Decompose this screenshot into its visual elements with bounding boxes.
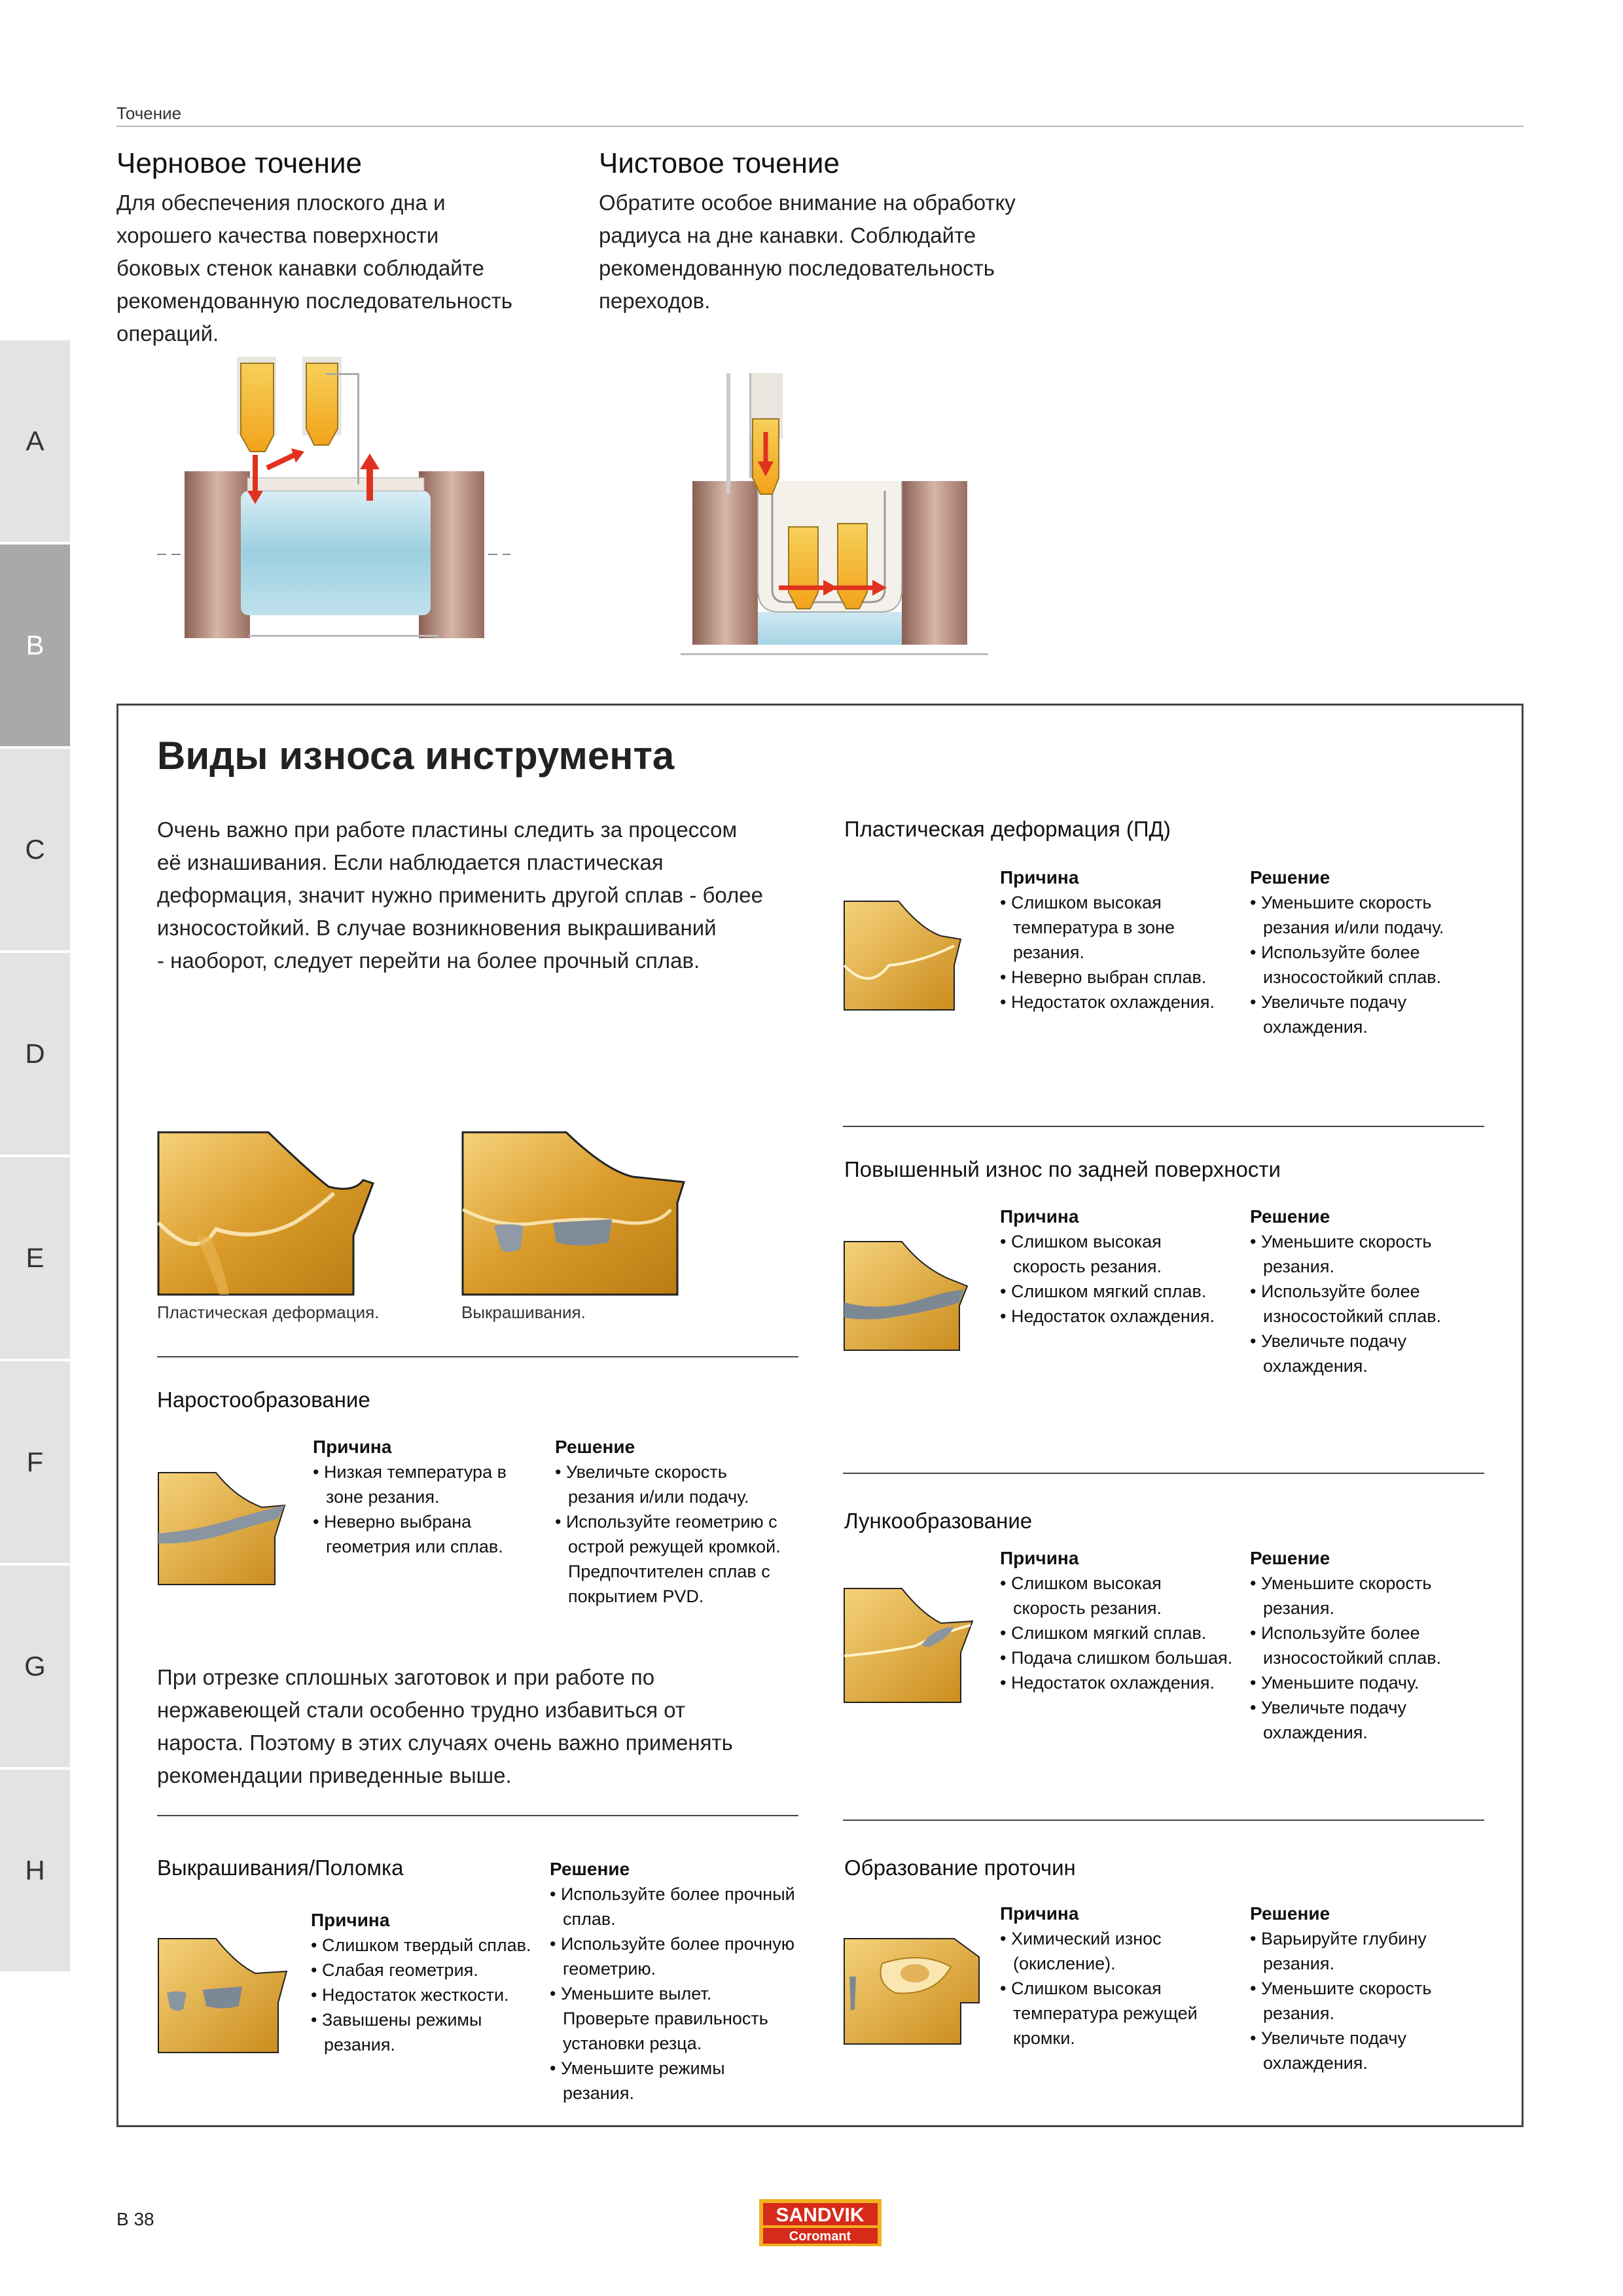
crater-image — [843, 1587, 974, 1704]
flank-solution-label: Решение — [1250, 1206, 1330, 1227]
text-line: операций. — [116, 321, 219, 346]
tab-h[interactable]: H — [0, 1770, 70, 1971]
pd-cause-list — [1000, 890, 1236, 1014]
breakage-title: Выкрашивания/Поломка — [157, 1856, 404, 1880]
list-item: • Уменьшите скорость резания. — [1250, 1571, 1499, 1621]
bue-note — [157, 1661, 812, 1792]
rough-turning-illustration — [157, 357, 524, 664]
list-item: • Слишком высокая температура режущей кромки. — [1000, 1976, 1236, 2051]
bue-solution-label: Решение — [555, 1437, 635, 1457]
list-item: • Слишком высокая температура в зоне резания. — [1000, 890, 1236, 965]
list-item: • Недостаток охлаждения. — [1000, 990, 1236, 1014]
pd-image — [843, 900, 974, 1011]
list-item: • Недостаток жесткости. — [311, 1982, 533, 2007]
tab-a[interactable]: A — [0, 340, 70, 542]
divider — [843, 1820, 1484, 1821]
list-item: • Слишком твердый сплав. — [311, 1933, 533, 1958]
finish-turning-title: Чистовое точение — [599, 147, 840, 179]
notch-image — [843, 1937, 980, 2045]
text-line: износостойкий. В случае возникновения выкрашиваний — [157, 916, 717, 940]
chipping-image — [461, 1131, 710, 1296]
logo-bottom-text: Coromant — [789, 2229, 851, 2244]
text-line: Обратите особое внимание на обработку — [599, 190, 1016, 215]
tool-wear-title: Виды износа инструмента — [157, 734, 675, 778]
list-item: • Увеличьте подачу охлаждения. — [1250, 990, 1499, 1039]
notch-title: Образование проточин — [844, 1856, 1076, 1880]
list-item: • Используйте более прочную геометрию. — [550, 1931, 798, 1981]
text-line: боковых стенок канавки соблюдайте — [116, 256, 484, 280]
list-item: • Увеличьте подачу охлаждения. — [1250, 2026, 1499, 2075]
list-item: • Используйте более прочный сплав. — [550, 1882, 798, 1931]
text-line: нержавеющей стали особенно трудно избавиться от — [157, 1698, 685, 1722]
plastic-deformation-image — [157, 1131, 406, 1296]
list-item: • Увеличьте подачу охлаждения. — [1250, 1695, 1499, 1745]
list-item: • Недостаток охлаждения. — [1000, 1670, 1236, 1695]
finish-turning-text — [599, 187, 1090, 317]
divider — [843, 1126, 1484, 1127]
list-item: • Варьируйте глубину резания. — [1250, 1926, 1499, 1976]
list-item: • Уменьшите скорость резания. — [1250, 1976, 1499, 2026]
list-item: • Завышены режимы резания. — [311, 2007, 533, 2057]
text-line: радиуса на дне канавки. Соблюдайте — [599, 223, 976, 247]
text-line: Очень важно при работе пластины следить за процессом — [157, 817, 738, 842]
pd-solution-list — [1250, 890, 1499, 1039]
bue-solution-list — [555, 1460, 791, 1609]
list-item: • Слабая геометрия. — [311, 1958, 533, 1982]
tab-f[interactable]: F — [0, 1361, 70, 1563]
list-item: • Химический износ (окисление). — [1000, 1926, 1236, 1976]
header-rule — [116, 126, 1524, 127]
breakage-cause-label: Причина — [311, 1910, 390, 1930]
list-item: • Используйте геометрию с острой режущей кромкой. Предпочтителен сплав с покрытием PVD. — [555, 1509, 791, 1609]
list-item: • Используйте более износостойкий сплав. — [1250, 940, 1499, 990]
tab-b[interactable]: B — [0, 545, 70, 746]
list-item: • Уменьшите режимы резания. — [550, 2056, 798, 2106]
notch-solution-label: Решение — [1250, 1903, 1330, 1924]
pd-title: Пластическая деформация (ПД) — [844, 817, 1171, 841]
crater-solution-label: Решение — [1250, 1548, 1330, 1568]
flank-solution-list — [1250, 1229, 1499, 1378]
flank-wear-image — [843, 1240, 974, 1352]
notch-solution-list — [1250, 1926, 1499, 2075]
tool-wear-intro — [157, 814, 812, 977]
text-line: рекомендации приведенные выше. — [157, 1763, 512, 1787]
text-line: - наоборот, следует перейти на более прочный сплав. — [157, 948, 700, 973]
list-item: • Неверно выбрана геометрия или сплав. — [313, 1509, 535, 1559]
text-line: деформация, значит нужно применить другой сплав - более — [157, 883, 764, 907]
text-line: хорошего качества поверхности — [116, 223, 439, 247]
list-item: • Увеличьте подачу охлаждения. — [1250, 1329, 1499, 1378]
pd-cause-label: Причина — [1000, 867, 1079, 888]
text-line: рекомендованную последовательность — [599, 256, 995, 280]
text-line: При отрезке сплошных заготовок и при работе по — [157, 1665, 655, 1689]
chipping-caption: Выкрашивания. — [461, 1302, 586, 1322]
list-item: • Неверно выбран сплав. — [1000, 965, 1236, 990]
flank-cause-label: Причина — [1000, 1206, 1079, 1227]
divider — [157, 1356, 798, 1357]
breakage-image — [157, 1937, 288, 2054]
tab-e[interactable]: E — [0, 1157, 70, 1359]
crater-cause-label: Причина — [1000, 1548, 1079, 1568]
rough-turning-title: Черновое точение — [116, 147, 362, 179]
bue-title: Наростообразование — [157, 1388, 370, 1412]
list-item: • Слишком высокая скорость резания. — [1000, 1229, 1236, 1279]
list-item: • Недостаток охлаждения. — [1000, 1304, 1236, 1329]
plastic-deformation-caption: Пластическая деформация. — [157, 1302, 380, 1322]
bue-image — [157, 1471, 288, 1586]
tab-c[interactable]: C — [0, 749, 70, 950]
list-item: • Уменьшите скорость резания. — [1250, 1229, 1499, 1279]
list-item: • Уменьшите вылет. Проверьте правильность установки резца. — [550, 1981, 798, 2056]
text-line: Для обеспечения плоского дна и — [116, 190, 446, 215]
list-item: • Уменьшите подачу. — [1250, 1670, 1499, 1695]
list-item: • Подача слишком большая. — [1000, 1645, 1236, 1670]
crater-cause-list — [1000, 1571, 1236, 1695]
text-line: её изнашивания. Если наблюдается пластическая — [157, 850, 664, 874]
pd-solution-label: Решение — [1250, 867, 1330, 888]
sandvik-coromant-logo — [759, 2199, 882, 2246]
text-line: рекомендованную последовательность — [116, 289, 512, 313]
list-item: • Уменьшите скорость резания и/или подачу. — [1250, 890, 1499, 940]
tab-d[interactable]: D — [0, 953, 70, 1155]
notch-cause-label: Причина — [1000, 1903, 1079, 1924]
bue-cause-list — [313, 1460, 535, 1559]
text-line: нароста. Поэтому в этих случаях очень важно применять — [157, 1731, 733, 1755]
list-item: • Увеличьте скорость резания и/или подачу. — [555, 1460, 791, 1509]
tab-g[interactable]: G — [0, 1566, 70, 1767]
list-item: • Используйте более износостойкий сплав. — [1250, 1279, 1499, 1329]
page-number: B 38 — [116, 2209, 154, 2229]
divider — [157, 1815, 798, 1816]
logo-top-text: SANDVIK — [776, 2204, 865, 2226]
list-item: • Слишком мягкий сплав. — [1000, 1279, 1236, 1304]
list-item: • Слишком мягкий сплав. — [1000, 1621, 1236, 1645]
list-item: • Используйте более износостойкий сплав. — [1250, 1621, 1499, 1670]
list-item: • Слишком высокая скорость резания. — [1000, 1571, 1236, 1621]
crater-solution-list — [1250, 1571, 1499, 1745]
breakage-cause-list — [311, 1933, 533, 2057]
breakage-solution-label: Решение — [550, 1859, 630, 1879]
divider — [843, 1473, 1484, 1474]
rough-turning-text — [116, 187, 575, 350]
finish-turning-illustration — [674, 373, 1008, 668]
text-line: переходов. — [599, 289, 711, 313]
bue-cause-label: Причина — [313, 1437, 392, 1457]
breakage-solution-list — [550, 1882, 798, 2106]
flank-wear-title: Повышенный износ по задней поверхности — [844, 1157, 1281, 1181]
flank-cause-list — [1000, 1229, 1236, 1329]
list-item: • Низкая температура в зоне резания. — [313, 1460, 535, 1509]
crater-title: Лункообразование — [844, 1509, 1033, 1533]
notch-cause-list — [1000, 1926, 1236, 2051]
section-label: Точение — [116, 103, 182, 123]
